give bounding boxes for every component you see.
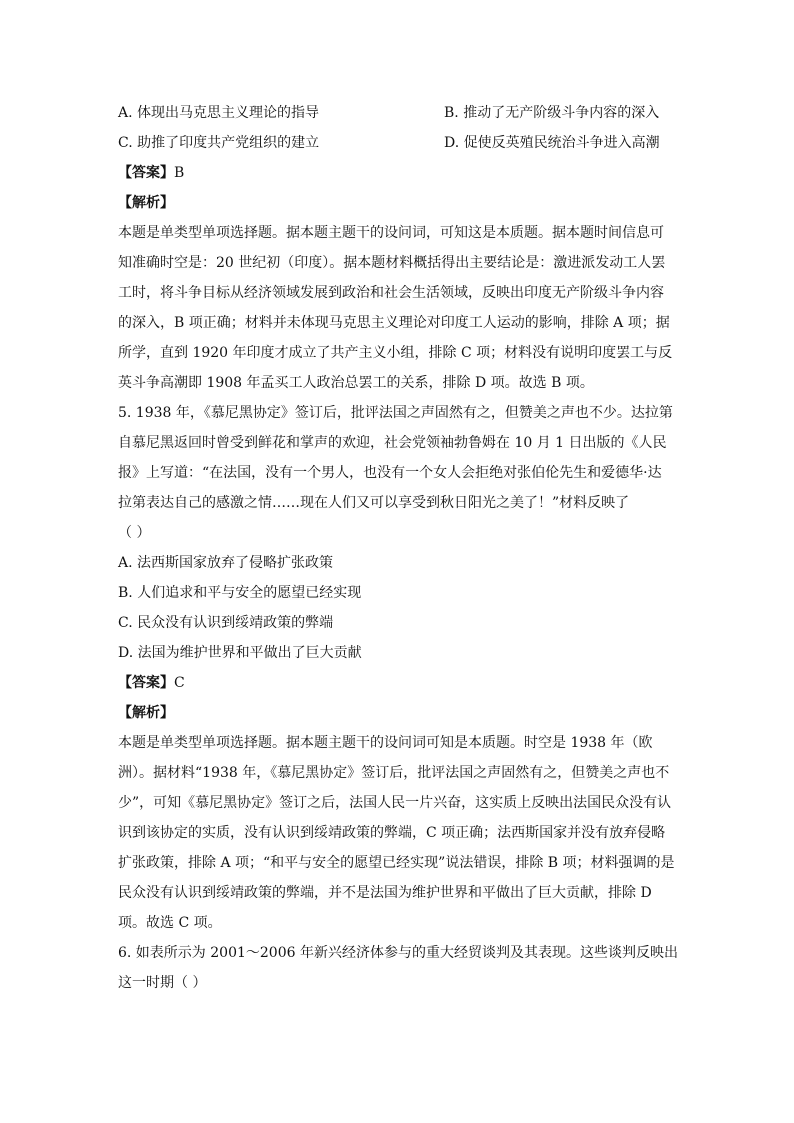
q4-answer	[118, 158, 678, 188]
q5-option-d: D. 法国为维护世界和平做出了巨大贡献	[118, 645, 362, 661]
analysis-line: 洲）。据材料“1938 年，《慕尼黑协定》签订后，批评法国之声固然有之，但赞美之声也不	[118, 765, 670, 781]
q5-option-c: C. 民众没有认识到绥靖政策的弊端	[118, 615, 334, 631]
stem-line: 这一时期（ ）	[118, 975, 207, 991]
q4-options-row-2	[118, 128, 678, 158]
analysis-line: 识到该协定的实质，没有认识到绥靖政策的弊端，C 项正确；法西斯国家并没有放弃侵略	[118, 825, 666, 841]
analysis-line: 项。故选 C 项。	[118, 915, 222, 931]
analysis-line: 的深入，B 项正确；材料并未体现马克思主义理论对印度工人运动的影响，排除 A 项；据	[118, 315, 670, 331]
analysis-line: 英斗争高潮即 1908 年孟买工人政治总罢工的关系，排除 D 项。故选 B 项。	[118, 375, 594, 391]
answer-tag: 【答案】	[118, 675, 174, 691]
q5-options	[118, 548, 678, 668]
analysis-line: 知准确时空是：20 世纪初（印度）。据本题材料概括得出主要结论是：激进派发动工人罢	[118, 255, 666, 271]
analysis-line: 民众没有认识到绥靖政策的弊端，并不是法国为维护世界和平做出了巨大贡献，排除 D	[118, 885, 652, 901]
q5-analysis-heading	[118, 698, 678, 728]
q5-analysis	[118, 728, 678, 938]
analysis-line: 工时，将斗争目标从经济领域发展到政治和社会生活领域，反映出印度无产阶级斗争内容	[118, 285, 664, 301]
answer-tag: 【答案】	[118, 165, 174, 181]
stem-line: 自慕尼黑返回时曾受到鲜花和掌声的欢迎，社会党领袖勃鲁姆在 10 月 1 日出版的《人民	[118, 435, 667, 451]
stem-line: 拉第表达自己的感激之情……现在人们又可以享受到秋日阳光之美了！”材料反映了	[118, 495, 630, 511]
analysis-line: 扩张政策，排除 A 项；“和平与安全的愿望已经实现”说法错误，排除 B 项；材料强调的是	[118, 855, 675, 871]
q4-analysis-heading	[118, 188, 678, 218]
q5-option-a: A. 法西斯国家放弃了侵略扩张政策	[118, 555, 334, 571]
q5-answer	[118, 668, 678, 698]
q6-stem	[118, 938, 678, 998]
stem-line: 报》上写道：“在法国，没有一个男人，也没有一个女人会拒绝对张伯伦先生和爱德华·达	[118, 465, 662, 481]
stem-line: 5. 1938 年，《慕尼黑协定》签订后，批评法国之声固然有之，但赞美之声也不少。达拉第	[118, 405, 673, 421]
q4-options-row-1	[118, 98, 678, 128]
q4-option-b: B. 推动了无产阶级斗争内容的深入	[444, 105, 660, 121]
q5-stem	[118, 398, 678, 548]
analysis-line: 少”，可知《慕尼黑协定》签订之后，法国人民一片兴奋，这实质上反映出法国民众没有认	[118, 795, 672, 811]
stem-line: 6. 如表所示为 2001～2006 年新兴经济体参与的重大经贸谈判及其表现。这些谈判反映出	[118, 945, 678, 961]
answer-value: C	[174, 675, 185, 691]
analysis-line: 本题是单类型单项选择题。据本题主题干的设问词可知是本质题。时空是 1938 年（欧	[118, 735, 653, 751]
answer-value: B	[174, 165, 185, 181]
q5-option-b: B. 人们追求和平与安全的愿望已经实现	[118, 585, 362, 601]
q4-option-d: D. 促使反英殖民统治斗争进入高潮	[444, 135, 660, 151]
analysis-line: 所学，直到 1920 年印度才成立了共产主义小组，排除 C 项；材料没有说明印度罢工与反	[118, 345, 673, 361]
analysis-tag: 【解析】	[118, 705, 174, 721]
analysis-tag: 【解析】	[118, 195, 174, 211]
q4-option-c: C. 助推了印度共产党组织的建立	[118, 135, 320, 151]
document-page	[118, 98, 678, 998]
q4-option-a: A. 体现出马克思主义理论的指导	[118, 105, 320, 121]
stem-line: （ ）	[118, 525, 151, 541]
analysis-line: 本题是单类型单项选择题。据本题主题干的设问词，可知这是本质题。据本题时间信息可	[118, 225, 664, 241]
q4-analysis	[118, 218, 678, 398]
